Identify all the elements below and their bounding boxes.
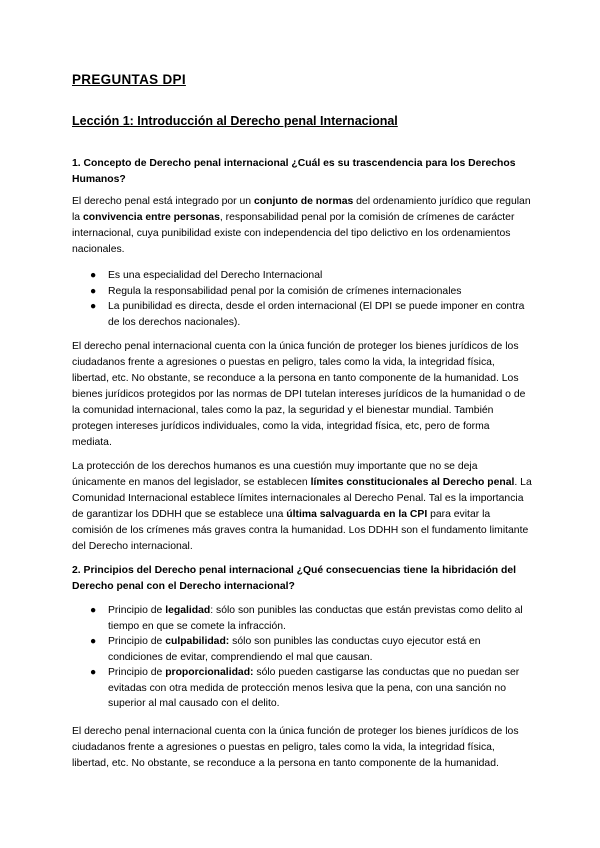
bullet-icon: ● <box>90 301 97 312</box>
text-span: Principio de <box>108 605 166 616</box>
text-span: sólo son punibles las conductas cuyo ejecutor está en condiciones de evitar, comprendiendo el mal que causan. <box>108 636 481 663</box>
list-item <box>90 603 532 634</box>
text-span: . La Comunidad Internacional establece límites internacionales al Derecho Penal. Tal es la importancia de garantizar los DDHH que se establece una <box>72 477 532 520</box>
text-span: El derecho penal está integrado por un <box>72 196 254 207</box>
paragraph-definition <box>72 194 532 258</box>
text-span: , responsabilidad penal por la comisión de crímenes de carácter internacional, cuya punibilidad existe con independencia del tipo delictivo en los ordenamientos nacionales. <box>72 212 515 255</box>
document-title: PREGUNTAS DPI <box>72 72 186 87</box>
question-1: 1. Concepto de Derecho penal internacional ¿Cuál es su trascendencia para los Derechos Humanos? <box>72 158 516 185</box>
bold-span: límites constitucionales al Derecho penal <box>310 477 515 488</box>
bullet-icon: ● <box>90 285 97 297</box>
paragraph-human-rights <box>72 459 532 555</box>
list-item <box>90 268 532 284</box>
bold-span: conjunto de normas <box>253 196 354 207</box>
text-span: : sólo son punibles las conductas que están previstas como delito al tiempo en que se comete la infracción. <box>108 605 523 632</box>
bullet-list-2 <box>90 603 532 712</box>
text-span: del ordenamiento jurídico que regulan la <box>72 196 531 223</box>
list-item <box>90 634 532 665</box>
bullet-list-1 <box>90 268 532 330</box>
text-span: sólo pueden castigarse las conductas que no puedan ser evitadas con otra medida de protección menos lesiva que la pena, con una sanción no superior al mal causado con el delito. <box>108 667 520 709</box>
text-span: para evitar la comisión de los crímenes más graves contra la humanidad. Los DDHH son el fundamento limitante del Derecho internacional. <box>72 509 529 552</box>
paragraph-protection: El derecho penal internacional cuenta con la única función de proteger los bienes jurídicos de los ciudadanos frente a agresiones o puestas en peligro, tales como la vida, la integridad física, libertad, etc. No obstante, se reconduce a la persona en tanto componente de la humanidad. Los bienes jurídicos protegidos por las normas de DPI tutelan intereses jurídicos de la humanidad o de la comunidad internacional, tales como la paz, la seguridad y el bienestar mundial. También protegen intereses jurídicos individuales, como la vida, integridad física, etc, pero de forma mediata. <box>72 341 526 448</box>
list-item <box>90 284 532 300</box>
bold-span: proporcionalidad: <box>165 667 254 678</box>
bullet-icon: ● <box>90 605 97 616</box>
bullet-icon: ● <box>90 270 97 281</box>
lesson-heading: Lección 1: Introducción al Derecho penal Internacional <box>72 114 398 128</box>
text-span: Principio de <box>108 636 166 647</box>
bold-span: última salvaguarda en la CPI <box>286 509 428 520</box>
text-span: Principio de <box>108 667 166 678</box>
list-item-text: Regula la responsabilidad penal por la comisión de crímenes internacionales <box>108 285 462 297</box>
bold-span: legalidad <box>165 605 211 616</box>
bullet-icon: ● <box>90 636 97 647</box>
list-item <box>90 299 532 330</box>
list-item-text: La punibilidad es directa, desde el orden internacional (El DPI se puede imponer en contra de los derechos nacionales). <box>108 301 525 328</box>
bold-span: culpabilidad: <box>165 636 230 647</box>
question-2: 2. Principios del Derecho penal internacional ¿Qué consecuencias tiene la hibridación del Derecho penal con el Derecho internacional? <box>72 565 517 592</box>
bullet-icon: ● <box>90 667 97 678</box>
bold-span: convivencia entre personas <box>82 212 220 223</box>
text-span: La protección de los derechos humanos es una cuestión muy importante que no se deja únicamente en manos del legislador, se establecen <box>72 461 478 488</box>
list-item <box>90 665 532 712</box>
list-item-text: Es una especialidad del Derecho Internacional <box>108 270 323 281</box>
paragraph-closing: El derecho penal internacional cuenta con la única función de proteger los bienes jurídicos de los ciudadanos frente a agresiones o puestas en peligro, tales como la vida, la integridad física, libertad, etc. No obstante, se reconduce a la persona en tanto componente de la humanidad. <box>72 726 519 769</box>
